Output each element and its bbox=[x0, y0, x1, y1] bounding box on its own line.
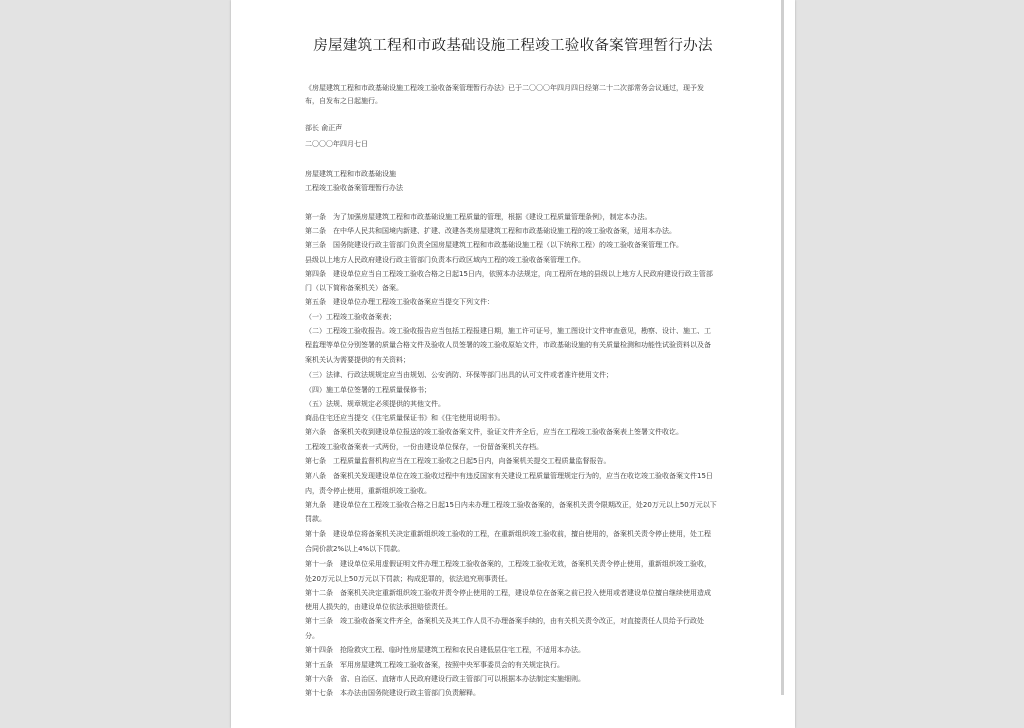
document-title: 房屋建筑工程和市政基础设施工程竣工验收备案管理暂行办法 bbox=[313, 38, 713, 54]
document-line: 第二条 在中华人民共和国境内新建、扩建、改建各类房屋建筑工程和市政基础设施工程的竣工验收备案，适用本办法。 bbox=[305, 227, 676, 235]
document-line: （一）工程竣工验收备案表； bbox=[305, 313, 396, 321]
document-line: 二〇〇〇年四月七日 bbox=[305, 140, 368, 148]
document-line: 案机关认为需要提供的有关资料； bbox=[305, 356, 410, 364]
document-line: 第十六条 省、自治区、直辖市人民政府建设行政主管部门可以根据本办法制定实施细则。 bbox=[305, 675, 585, 683]
document-line: 第十一条 建设单位采用虚假证明文件办理工程竣工验收备案的，工程竣工验收无效，备案机关责令停止使用，重新组织竣工验收， bbox=[305, 560, 711, 568]
document-line: （五）法规、规章规定必须提供的其他文件。 bbox=[305, 400, 445, 408]
document-line: 县级以上地方人民政府建设行政主管部门负责本行政区域内工程的竣工验收备案管理工作。 bbox=[305, 256, 585, 264]
document-line: 处20万元以上50万元以下罚款；构成犯罪的，依法追究刑事责任。 bbox=[305, 575, 512, 583]
document-line: （二）工程竣工验收报告。竣工验收报告应当包括工程报建日期，施工许可证号，施工图设计文件审查意见，勘察、设计、施工、工 bbox=[305, 327, 711, 335]
vertical-scrollbar[interactable] bbox=[781, 0, 784, 695]
document-line: 程监理等单位分别签署的质量合格文件及验收人员签署的竣工验收原始文件，市政基础设施的有关质量检测和功能性试验资料以及备 bbox=[305, 341, 711, 349]
document-line: 第一条 为了加强房屋建筑工程和市政基础设施工程质量的管理，根据《建设工程质量管理条例》，制定本办法。 bbox=[305, 213, 652, 221]
document-line: 分。 bbox=[305, 632, 319, 640]
document-line: 第十五条 军用房屋建筑工程竣工验收备案，按照中央军事委员会的有关规定执行。 bbox=[305, 661, 564, 669]
document-line: 第十四条 抢险救灾工程、临时性房屋建筑工程和农民自建低层住宅工程，不适用本办法。 bbox=[305, 646, 585, 654]
document-line: 工程竣工验收备案表一式两份，一份由建设单位保存，一份留备案机关存档。 bbox=[305, 443, 543, 451]
document-line: 第十二条 备案机关决定重新组织竣工验收并责令停止使用的工程，建设单位在备案之前已投入使用或者建设单位擅自继续使用造成 bbox=[305, 589, 711, 597]
document-line: 第七条 工程质量监督机构应当在工程竣工验收之日起5日内，向备案机关提交工程质量监督报告。 bbox=[305, 457, 611, 465]
document-line: 商品住宅还应当提交《住宅质量保证书》和《住宅使用说明书》。 bbox=[305, 414, 505, 422]
document-line: 第十三条 竣工验收备案文件齐全，备案机关及其工作人员不办理备案手续的，由有关机关责令改正，对直接责任人员给予行政处 bbox=[305, 617, 704, 625]
document-line: 房屋建筑工程和市政基础设施 bbox=[305, 170, 396, 178]
document-line: 工程竣工验收备案管理暂行办法 bbox=[305, 184, 403, 192]
document-line: 门（以下简称备案机关）备案。 bbox=[305, 284, 403, 292]
document-line: 合同价款2%以上4%以下罚款。 bbox=[305, 545, 405, 553]
document-line: 罚款。 bbox=[305, 515, 326, 523]
document-line: 使用人损失的，由建设单位依法承担赔偿责任。 bbox=[305, 603, 452, 611]
document-line: （四）施工单位签署的工程质量保修书； bbox=[305, 386, 431, 394]
document-line: 第五条 建设单位办理工程竣工验收备案应当提交下列文件： bbox=[305, 298, 494, 306]
document-line: 第四条 建设单位应当自工程竣工验收合格之日起15日内，依照本办法规定，向工程所在地的县级以上地方人民政府建设行政主管部 bbox=[305, 270, 713, 278]
document-line: 第九条 建设单位在工程竣工验收合格之日起15日内未办理工程竣工验收备案的，备案机关责令限期改正，处20万元以上50万元以下 bbox=[305, 501, 717, 509]
document-line: 第六条 备案机关收到建设单位报送的竣工验收备案文件，验证文件齐全后，应当在工程竣工验收备案表上签署文件收讫。 bbox=[305, 428, 683, 436]
document-line: 布，自发布之日起施行。 bbox=[305, 97, 382, 105]
document-line: 第三条 国务院建设行政主管部门负责全国房屋建筑工程和市政基础设施工程（以下统称工程）的竣工验收备案管理工作。 bbox=[305, 241, 683, 249]
document-line: 第十七条 本办法由国务院建设行政主管部门负责解释。 bbox=[305, 689, 480, 697]
document-line: 第十条 建设单位将备案机关决定重新组织竣工验收的工程，在重新组织竣工验收前，擅自使用的，备案机关责令停止使用，处工程 bbox=[305, 530, 711, 538]
document-line: （三）法律、行政法规规定应当由规划、公安消防、环保等部门出具的认可文件或者准许使用文件； bbox=[305, 371, 613, 379]
document-line: 部长 俞正声 bbox=[305, 124, 343, 132]
document-line: 内，责令停止使用，重新组织竣工验收。 bbox=[305, 487, 431, 495]
document-line: 《房屋建筑工程和市政基础设施工程竣工验收备案管理暂行办法》已于二〇〇〇年四月四日经第二十二次部常务会议通过，现予发 bbox=[305, 84, 704, 92]
document-line: 第八条 备案机关发现建设单位在竣工验收过程中有违反国家有关建设工程质量管理规定行为的，应当在收讫竣工验收备案文件15日 bbox=[305, 472, 713, 480]
document-page bbox=[231, 0, 795, 728]
